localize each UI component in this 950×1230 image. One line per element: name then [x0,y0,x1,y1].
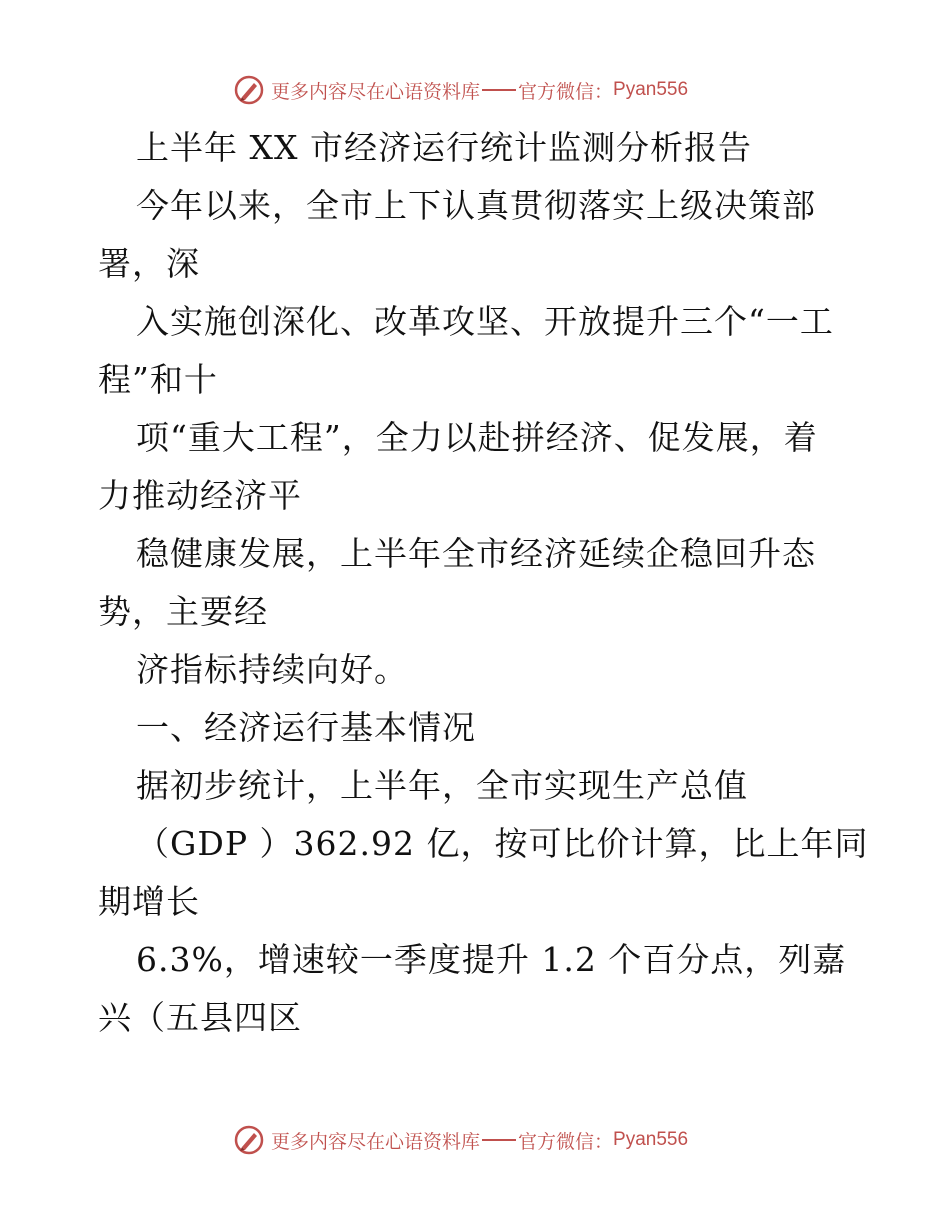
watermark-footer [233,1122,688,1158]
watermark-brand: 更多内容尽在心语资料库 [271,80,481,103]
section-heading: 一、经济运行基本情况 [136,708,476,747]
paragraph-line: 署，深 [98,244,200,283]
watermark-wechat-id: Pyan556 [613,1129,689,1150]
watermark-wechat-label: 官方微信： [518,1130,614,1153]
watermark-wechat-label: 官方微信： [518,80,614,103]
paragraph-line: 项“重大工程”，全力以赴拼经济、促发展，着 [136,418,818,457]
paragraph-line: 期增长 [98,882,200,921]
paragraph-line: 据初步统计，上半年，全市实现生产总值 [136,766,748,805]
paragraph-line: 力推动经济平 [98,476,302,515]
paragraph-line: 入实施创深化、改革攻坚、开放提升三个“一工 [136,302,834,341]
paragraph-line: 今年以来，全市上下认真贯彻落实上级决策部 [136,186,816,225]
watermark-separator [482,1139,516,1141]
paragraph-line: 稳健康发展，上半年全市经济延续企稳回升态 [136,534,816,573]
pen-logo-icon [233,1124,265,1156]
paragraph-line: 程”和十 [98,360,218,399]
paragraph-line: 兴（五县四区 [98,998,302,1037]
document-title: 上半年 XX 市经济运行统计监测分析报告 [136,128,752,167]
paragraph-line: 势，主要经 [98,592,268,631]
watermark-wechat-id: Pyan556 [613,79,689,100]
paragraph-line: 6.3%，增速较一季度提升 1.2 个百分点，列嘉 [136,940,847,979]
watermark-brand: 更多内容尽在心语资料库 [271,1130,481,1153]
paragraph-line: （GDP ）362.92 亿，按可比价计算，比上年同 [136,824,869,863]
paragraph-line: 济指标持续向好。 [136,650,408,689]
